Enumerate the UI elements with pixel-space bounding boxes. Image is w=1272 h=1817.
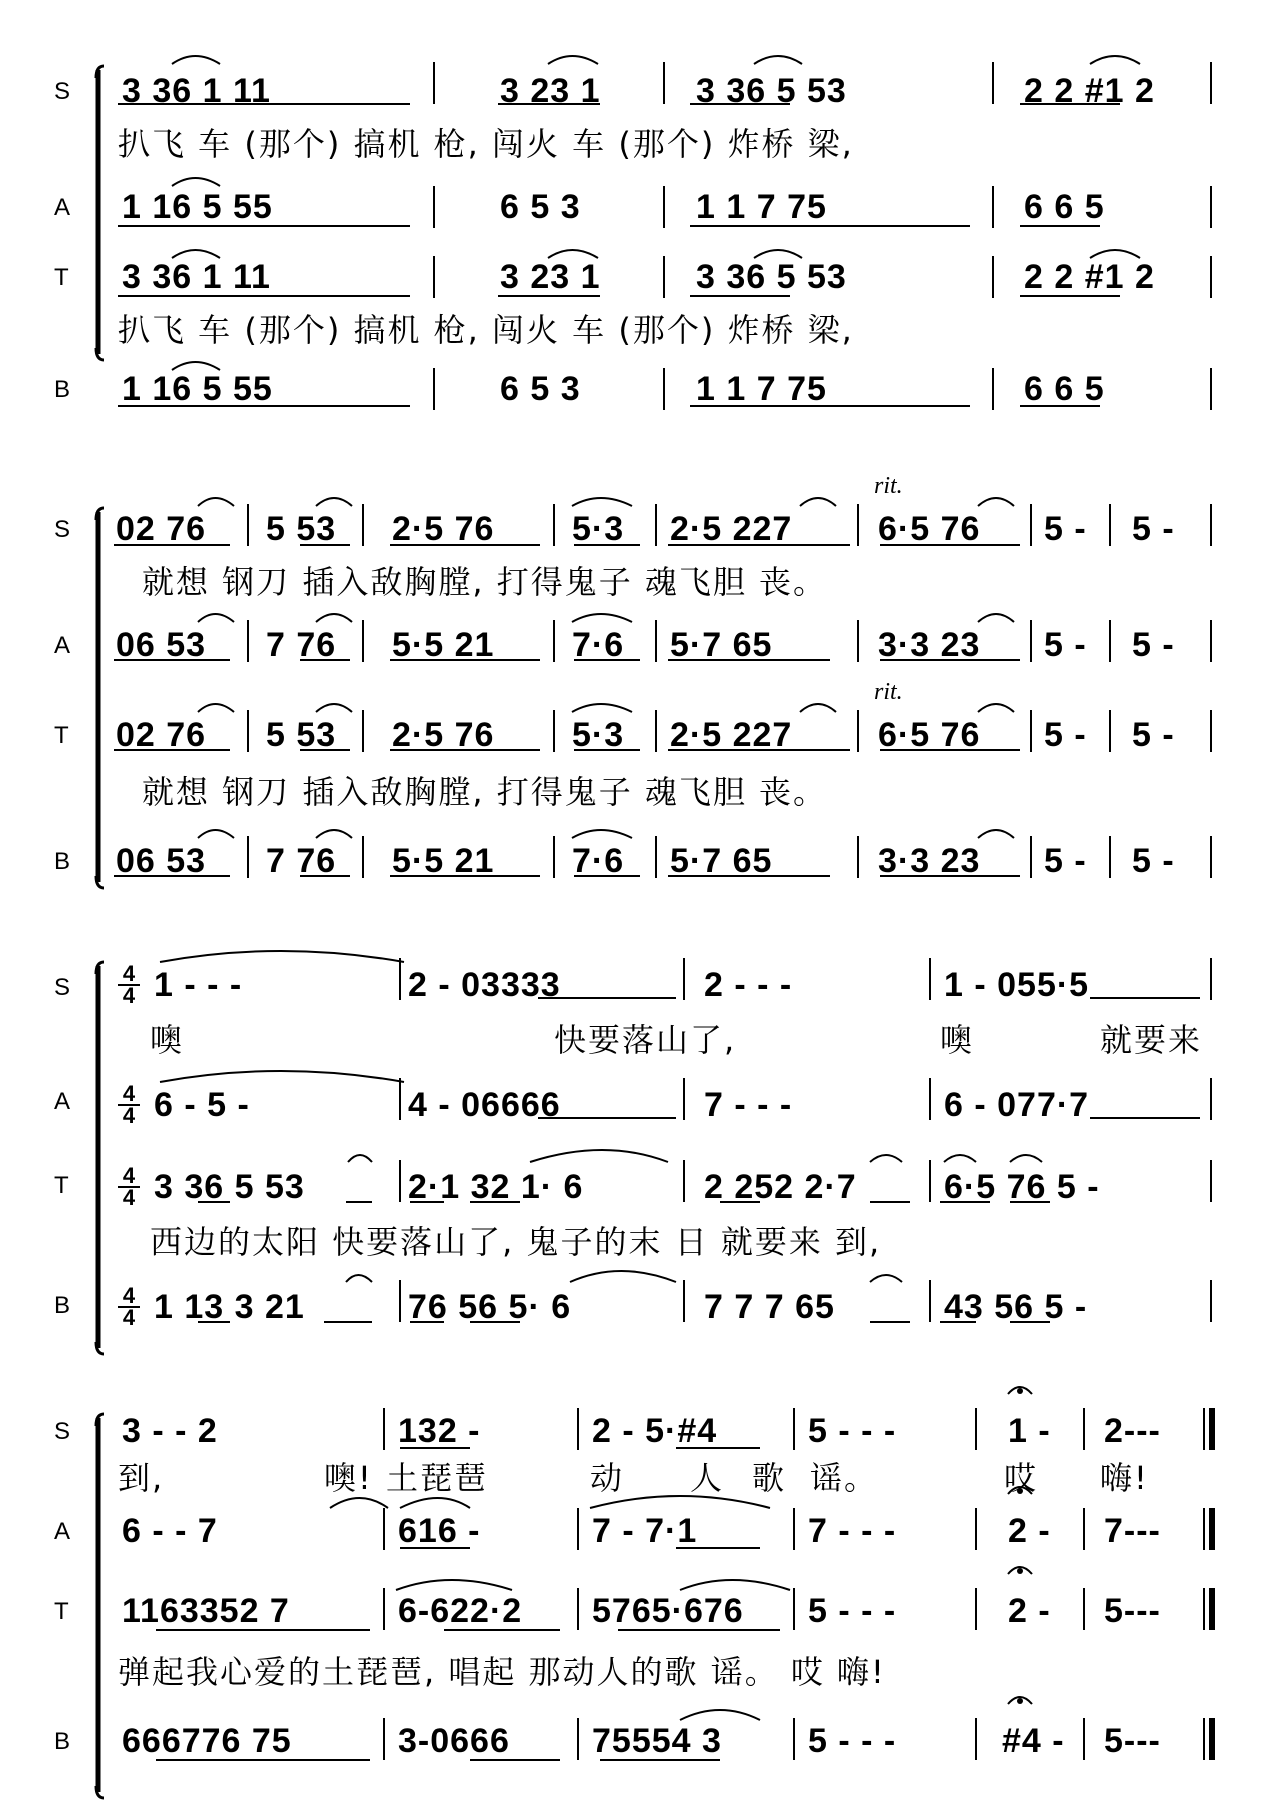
- bass-bar-2: 7 76: [266, 842, 337, 880]
- soprano-bar-2: 3 23 1: [500, 72, 601, 110]
- soprano-bar-5: 1 -: [1008, 1412, 1051, 1450]
- soprano-bar-4: 5 - - -: [808, 1412, 897, 1450]
- soprano-lyric: 土琵琶: [386, 1459, 489, 1497]
- time-signature-bottom: 4: [118, 1306, 140, 1328]
- voice-label-soprano: S: [54, 78, 71, 105]
- bass-bar-8: 5 -: [1132, 842, 1175, 880]
- bass-bar-2: 3-0666: [398, 1722, 510, 1760]
- tenor-bar-2: 3 23 1: [500, 258, 601, 296]
- alto-bar-2: 616 -: [398, 1512, 481, 1550]
- voice-label-soprano: S: [54, 516, 71, 543]
- voice-label-soprano: S: [54, 1418, 71, 1445]
- voice-label-bass: B: [54, 376, 71, 403]
- tenor-lyrics: 就想 钢刀 插入敌胸膛, 打得鬼子 魂飞胆 丧。: [142, 773, 828, 811]
- bass-bar-1: 666776 75: [122, 1722, 292, 1760]
- tenor-bar-5: 2 -: [1008, 1592, 1051, 1630]
- tenor-bar-4: 5·3: [572, 716, 625, 754]
- voice-label-bass: B: [54, 1292, 71, 1319]
- tenor-bar-1: 02 76: [116, 716, 207, 754]
- soprano-bar-3: 2 - 5·#4: [592, 1412, 718, 1450]
- bass-bar-7: 5 -: [1044, 842, 1087, 880]
- soprano-bar-3: 2·5 76: [392, 510, 495, 548]
- tenor-bar-4: 6·5 76 5 -: [944, 1168, 1100, 1206]
- alto-bar-4: 7·6: [572, 626, 625, 664]
- bass-bar-2: 76 56 5· 6: [408, 1288, 572, 1326]
- time-signature-top: 4: [122, 961, 136, 986]
- soprano-lyrics: 就想 钢刀 插入敌胸膛, 打得鬼子 魂飞胆 丧。: [142, 563, 828, 601]
- bass-bar-2: 6 5 3: [500, 370, 581, 408]
- soprano-lyric: 谣。: [810, 1459, 879, 1497]
- voice-label-alto: A: [54, 1518, 71, 1545]
- tenor-bar-4: 5 - - -: [808, 1592, 897, 1630]
- soprano-bar-4: 2 2 #1 2: [1024, 72, 1155, 110]
- soprano-bar-5: 2·5 227: [670, 510, 793, 548]
- alto-bar-4: 6 - 077·7: [944, 1086, 1090, 1124]
- voice-label-bass: B: [54, 848, 71, 875]
- bass-bar-3: 5·5 21: [392, 842, 495, 880]
- tenor-bar-1: 3 36 5 53: [154, 1168, 305, 1206]
- bass-bar-3: 75554 3: [592, 1722, 722, 1760]
- alto-bar-2: 6 5 3: [500, 188, 581, 226]
- soprano-lyric: 哎: [1004, 1459, 1039, 1497]
- tenor-bar-2: 2·1 32 1· 6: [408, 1168, 584, 1206]
- tenor-bar-8: 5 -: [1132, 716, 1175, 754]
- soprano-bar-1: 02 76: [116, 510, 207, 548]
- bass-bar-3: 1 1 7 75: [696, 370, 827, 408]
- alto-bar-2: 7 76: [266, 626, 337, 664]
- soprano-bar-1: 1 - - -: [154, 966, 243, 1004]
- soprano-bar-2: 5 53: [266, 510, 337, 548]
- soprano-lyric-1: 噢: [150, 1021, 185, 1059]
- tenor-bar-5: 2·5 227: [670, 716, 793, 754]
- alto-bar-4: 7 - - -: [808, 1512, 897, 1550]
- bass-bar-6: 3·3 23: [878, 842, 981, 880]
- alto-bar-3: 7 - - -: [704, 1086, 793, 1124]
- soprano-bar-6: 2---: [1104, 1412, 1161, 1450]
- soprano-lyric-4: 就要来: [1100, 1021, 1203, 1059]
- bass-bar-4: 6 6 5: [1024, 370, 1105, 408]
- time-signature: [118, 961, 140, 1008]
- bass-bar-1: 1 13 3 21: [154, 1288, 305, 1326]
- tenor-bar-1: 1163352 7: [122, 1592, 290, 1630]
- tenor-lyrics: 西边的太阳 快要落山了, 鬼子的末 日 就要来 到,: [150, 1223, 882, 1261]
- alto-bar-5: 5·7 65: [670, 626, 773, 664]
- tenor-lyrics: 弹起我心爱的土琵琶, 唱起 那动人的歌 谣。 哎 嗨!: [118, 1653, 886, 1691]
- soprano-bar-2: 132 -: [398, 1412, 481, 1450]
- soprano-bar-3: 2 - - -: [704, 966, 793, 1004]
- soprano-lyric: 噢!: [324, 1459, 373, 1497]
- soprano-lyric-3: 噢: [940, 1021, 975, 1059]
- alto-bar-5: 2 -: [1008, 1512, 1051, 1550]
- soprano-bar-1: 3 - - 2: [122, 1412, 218, 1450]
- soprano-bar-6: 6·5 76: [878, 510, 981, 548]
- tenor-bar-6: 6·5 76: [878, 716, 981, 754]
- voice-label-tenor: T: [54, 722, 69, 749]
- voice-label-soprano: S: [54, 974, 71, 1001]
- alto-bar-1: 6 - 5 -: [154, 1086, 250, 1124]
- bass-bar-3: 7 7 7 65: [704, 1288, 835, 1326]
- tenor-bar-3: 3 36 5 53: [696, 258, 847, 296]
- alto-bar-3: 5·5 21: [392, 626, 495, 664]
- tenor-bar-3: 2 252 2·7: [704, 1168, 857, 1206]
- time-signature: [118, 1163, 140, 1210]
- alto-bar-8: 5 -: [1132, 626, 1175, 664]
- time-signature-top: 4: [122, 1283, 136, 1308]
- alto-bar-3: 7 - 7·1: [592, 1512, 698, 1550]
- time-signature: [118, 1081, 140, 1128]
- time-signature-bottom: 4: [118, 1104, 140, 1126]
- soprano-lyric-2: 快要落山了,: [554, 1021, 737, 1059]
- alto-bar-3: 1 1 7 75: [696, 188, 827, 226]
- tenor-bar-1: 3 36 1 11: [122, 258, 271, 296]
- alto-bar-4: 6 6 5: [1024, 188, 1105, 226]
- tempo-mark-rit: rit.: [874, 473, 903, 499]
- system-2-lines: [96, 498, 1211, 888]
- tenor-bar-3: 5765·676: [592, 1592, 744, 1630]
- tenor-bar-3: 2·5 76: [392, 716, 495, 754]
- voice-label-bass: B: [54, 1728, 71, 1755]
- soprano-bar-8: 5 -: [1132, 510, 1175, 548]
- soprano-bar-4: 5·3: [572, 510, 625, 548]
- bass-bar-4: 5 - - -: [808, 1722, 897, 1760]
- tenor-bar-7: 5 -: [1044, 716, 1087, 754]
- soprano-lyric: 到,: [118, 1459, 165, 1497]
- voice-label-tenor: T: [54, 264, 69, 291]
- soprano-lyric: 歌: [752, 1459, 787, 1497]
- bass-bar-4: 43 56 5 -: [944, 1288, 1088, 1326]
- soprano-bar-2: 2 - 03333: [408, 966, 561, 1004]
- soprano-bar-7: 5 -: [1044, 510, 1087, 548]
- soprano-bar-1: 3 36 1 11: [122, 72, 271, 110]
- alto-bar-7: 5 -: [1044, 626, 1087, 664]
- time-signature-bottom: 4: [118, 984, 140, 1006]
- tenor-lyrics: 扒飞 车 (那个) 搞机 枪, 闯火 车 (那个) 炸桥 梁,: [118, 311, 854, 349]
- voice-label-tenor: T: [54, 1598, 69, 1625]
- soprano-lyric: 动: [590, 1459, 625, 1497]
- alto-bar-2: 4 - 06666: [408, 1086, 561, 1124]
- time-signature: [118, 1283, 140, 1330]
- alto-bar-1: 1 16 5 55: [122, 188, 273, 226]
- soprano-lyric: 人: [690, 1459, 725, 1497]
- tempo-mark-rit: rit.: [874, 679, 903, 705]
- bass-bar-1: 06 53: [116, 842, 207, 880]
- tenor-bar-2: 5 53: [266, 716, 337, 754]
- bass-bar-5: 5·7 65: [670, 842, 773, 880]
- soprano-bar-4: 1 - 055·5: [944, 966, 1090, 1004]
- alto-bar-1: 6 - - 7: [122, 1512, 218, 1550]
- voice-label-alto: A: [54, 632, 71, 659]
- voice-label-alto: A: [54, 1088, 71, 1115]
- tenor-bar-2: 6-622·2: [398, 1592, 523, 1630]
- alto-bar-6: 7---: [1104, 1512, 1161, 1550]
- soprano-bar-3: 3 36 5 53: [696, 72, 847, 110]
- alto-bar-6: 3·3 23: [878, 626, 981, 664]
- time-signature-top: 4: [122, 1163, 136, 1188]
- time-signature-bottom: 4: [118, 1186, 140, 1208]
- bass-bar-6: 5---: [1104, 1722, 1161, 1760]
- bass-bar-1: 1 16 5 55: [122, 370, 273, 408]
- time-signature-top: 4: [122, 1081, 136, 1106]
- tenor-bar-4: 2 2 #1 2: [1024, 258, 1155, 296]
- soprano-lyric: 嗨!: [1100, 1459, 1149, 1497]
- bass-bar-5: #4 -: [1002, 1722, 1065, 1760]
- voice-label-tenor: T: [54, 1172, 69, 1199]
- voice-label-alto: A: [54, 194, 71, 221]
- bass-bar-4: 7·6: [572, 842, 625, 880]
- soprano-lyrics: 扒飞 车 (那个) 搞机 枪, 闯火 车 (那个) 炸桥 梁,: [118, 125, 854, 163]
- alto-bar-1: 06 53: [116, 626, 207, 664]
- tenor-bar-6: 5---: [1104, 1592, 1161, 1630]
